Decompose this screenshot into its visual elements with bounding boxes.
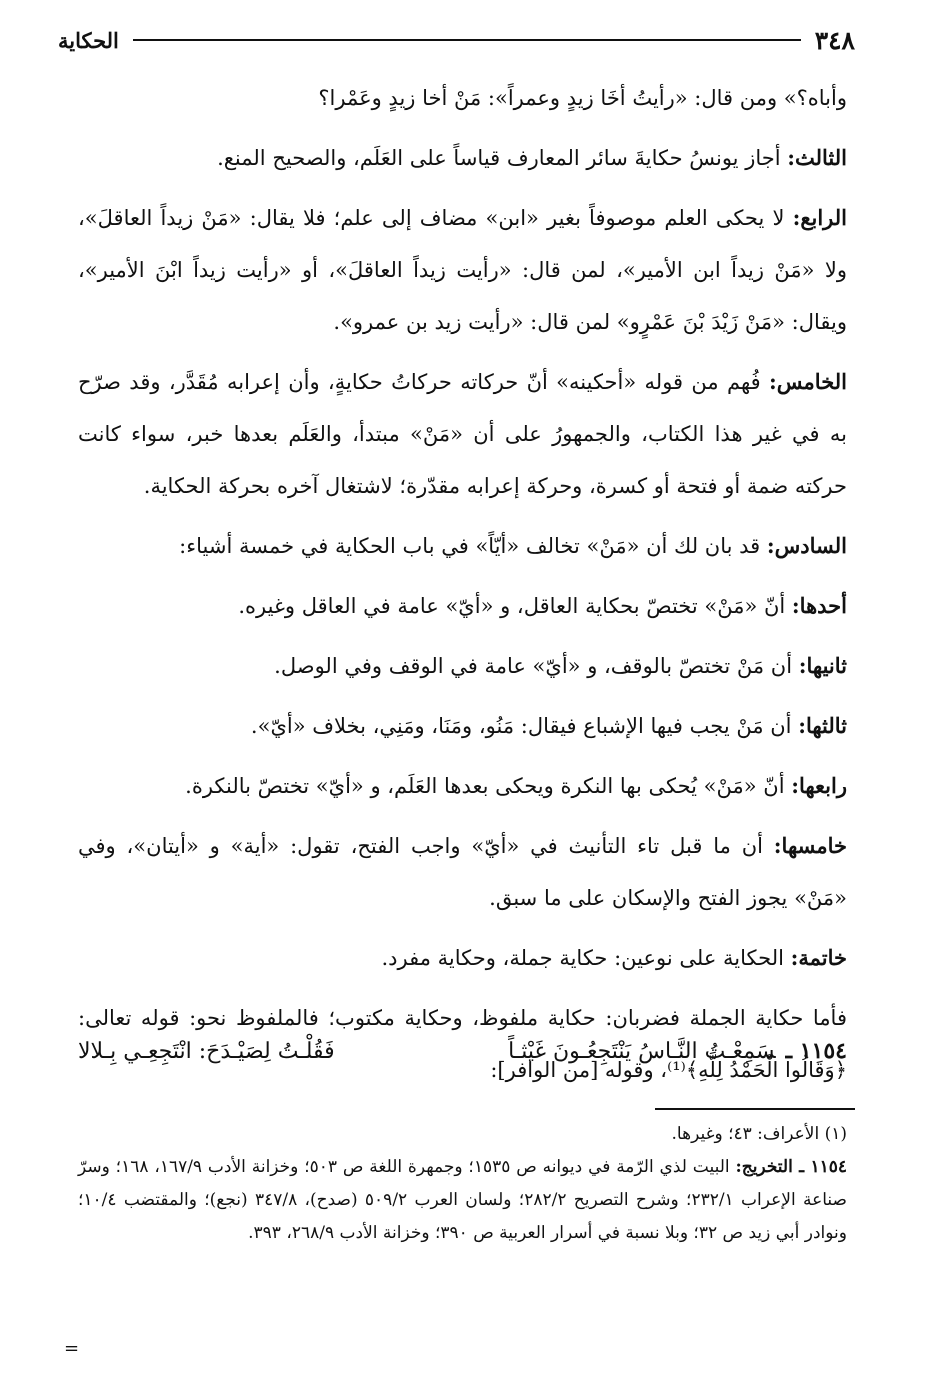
paragraph: الرابع: لا يحكى العلم موصوفاً بغير «ابن» مضاف إلى علم؛ فلا يقال: «مَنْ زيداً العاقلَ»، ولا «مَنْ زيداً ابن الأمير»، لمن قال: «رأيت زيداً العاقلَ»، أو «رأيت زيداً ابْنَ الأمير»، ويقال: «مَنْ زَيْدَ بْنَ عَمْرٍو» لمن قال: «رأيت زيد بن عمرو». — [78, 205, 847, 334]
verse-number: ١١٥٤ ـ — [785, 1038, 847, 1064]
footnote-separator — [655, 1108, 855, 1110]
paragraph: ثالثها: أن مَنْ يجب فيها الإشباع فيقال: مَنُو، ومَنَا، ومَنِي، بخلاف «أيّ». — [250, 713, 847, 738]
main-text — [78, 72, 847, 1104]
paragraph: ثانيها: أن مَنْ تختصّ بالوقف، و «أيّ» عامة في الوقف وفي الوصل. — [274, 653, 847, 678]
paragraph: رابعها: أنّ «مَنْ» يُحكى بها النكرة ويحكى بعدها العَلَم، و «أيّ» تختصّ بالنكرة. — [185, 773, 847, 798]
paragraph: خاتمة: الحكاية على نوعين: حكاية جملة، وحكاية مفرد. — [381, 945, 847, 970]
running-title: الحكاية — [58, 27, 119, 53]
footnote: ١١٥٤ ـ التخريج: البيت لذي الرّمة في ديوانه ص ١٥٣٥؛ وجمهرة اللغة ص ٥٠٣؛ وخزانة الأدب ١٦٧/٩، ١٦٨؛ وسرّ صناعة الإعراب ٢٣٢/١؛ وشرح التصريح ٢٨٢/٢؛ ولسان العرب ٥٠٩/٢ (صدح)، ٣٤٧/٨ (نجع)؛ والمقتضب ١٠/٤؛ ونوادر أبي زيد ص ٣٢؛ وبلا نسبة في أسرار العربية ص ٣٩٠؛ وخزانة الأدب ٢٦٨/٩، ٣٩٣. — [78, 1157, 848, 1243]
poetry-verse — [78, 1026, 847, 1076]
paragraph: أحدها: أنّ «مَنْ» تختصّ بحكاية العاقل، و «أيّ» عامة في العاقل وغيره. — [238, 593, 847, 618]
paragraph: وأباه؟» ومن قال: «رأيتُ أخَا زيدٍ وعمراً»: مَنْ أخا زيدٍ وعَمْرا؟ — [318, 86, 847, 110]
running-header — [58, 22, 855, 58]
header-rule — [133, 39, 801, 41]
footnote: (١) الأعراف: ٤٣؛ وغيرها. — [671, 1124, 847, 1144]
verse-first-hemistich: ١١٥٤ ـسَمِعْـتُ النَّـاسُ يَنْتَجِعُـونَ غَيْثـاً — [508, 1038, 847, 1064]
paragraph: السادس: قد بان لك أن «مَنْ» تخالف «أيّاً» في باب الحكاية في خمسة أشياء: — [179, 533, 847, 558]
paragraph: فأما حكاية الجملة فضربان: حكاية ملفوظ، وحكاية مكتوب؛ فالملفوظ نحو: قوله تعالى: ﴿وَقَالُوا الْحَمْدُ لِلَّهِ﴾⁽¹⁾، وقوله [من الوافر]: — [78, 1006, 847, 1082]
footnotes — [78, 1118, 847, 1250]
paragraph: خامسها: أن ما قبل تاء التأنيث في «أيّ» واجب الفتح، تقول: «أية» و «أيتان»، وفي «مَنْ» يجوز الفتح والإسكان على ما سبق. — [78, 833, 847, 910]
paragraph: الخامس: فُهم من قوله «أحكينه» أنّ حركاته حركاتُ حكايةٍ، وأن إعرابه مُقَدَّر، وقد صرّح به في غير هذا الكتاب، والجمهورُ على أن «مَنْ» مبتدأ، والعَلَم بعدها خبر، سواء كانت حركته ضمة أو فتحة أو كسرة، وحركة إعرابه مقدّرة؛ لاشتغال آخره بحركة الحكاية. — [78, 369, 847, 498]
margin-mark: = — [64, 1338, 80, 1359]
verse-second-hemistich: فَقُلْـتُ لِصَيْـدَحَ: انْتَجِعِـي بِـلالا — [78, 1038, 335, 1064]
paragraph: الثالث: أجاز يونسُ حكايةَ سائر المعارف قياساً على العَلَم، والصحيح المنع. — [217, 145, 847, 170]
page-number: ٣٤٨ — [814, 25, 855, 55]
